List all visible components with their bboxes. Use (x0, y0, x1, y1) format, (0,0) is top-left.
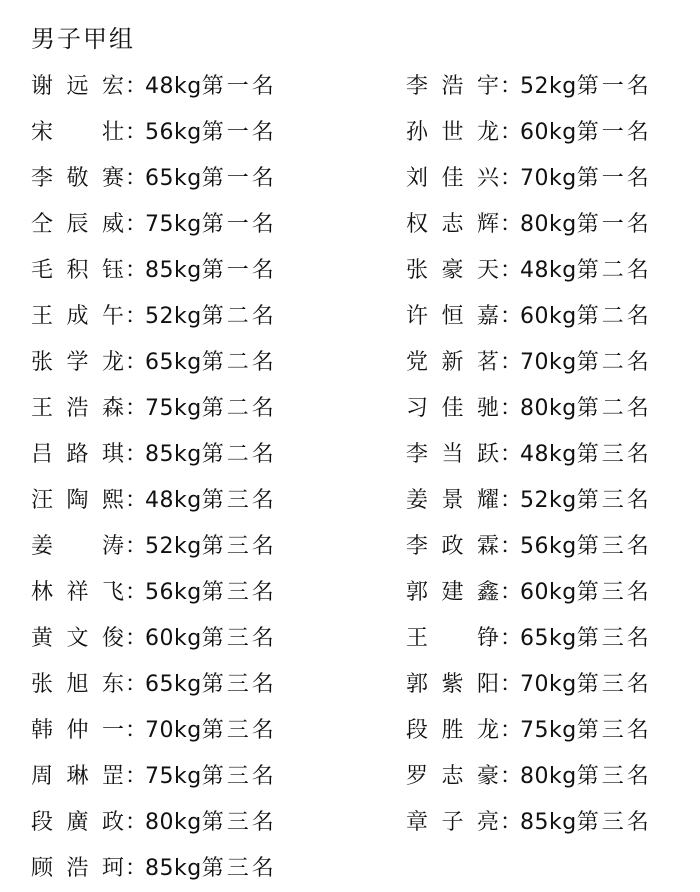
placement-rank: 第二名 (576, 258, 652, 283)
separator-colon: ： (500, 534, 523, 559)
weight-class: 85kg (145, 258, 202, 283)
athlete-name: 仝辰威 (31, 212, 125, 237)
weight-class: 80kg (520, 212, 577, 237)
weight-class: 70kg (145, 718, 202, 743)
weight-class: 65kg (145, 350, 202, 375)
weight-class: 75kg (520, 718, 577, 743)
weight-class: 56kg (520, 534, 577, 559)
placement-rank: 第三名 (576, 718, 652, 743)
weight-class: 60kg (520, 120, 577, 145)
group-title: 男子甲组 (31, 25, 135, 53)
weight-class: 52kg (145, 534, 202, 559)
placement-rank: 第三名 (576, 764, 652, 789)
athlete-name: 姜景耀 (406, 488, 500, 513)
athlete-name: 毛积钰 (31, 258, 125, 283)
separator-colon: ： (500, 304, 523, 329)
separator-colon: ： (125, 442, 148, 467)
result-entry (406, 248, 652, 294)
result-entry (31, 616, 277, 662)
athlete-name: 李当跃 (406, 442, 500, 467)
athlete-name: 段廣政 (31, 810, 125, 835)
athlete-name: 林祥飞 (31, 580, 125, 605)
result-entry (406, 616, 652, 662)
weight-class: 60kg (520, 580, 577, 605)
separator-colon: ： (125, 626, 148, 651)
placement-rank: 第三名 (576, 810, 652, 835)
weight-class: 80kg (520, 764, 577, 789)
weight-class: 80kg (145, 810, 202, 835)
result-entry (406, 340, 652, 386)
placement-rank: 第三名 (576, 534, 652, 559)
separator-colon: ： (125, 718, 148, 743)
weight-class: 85kg (520, 810, 577, 835)
athlete-name: 习佳驰 (406, 396, 500, 421)
result-entry (406, 432, 652, 478)
weight-class: 70kg (520, 672, 577, 697)
weight-class: 52kg (145, 304, 202, 329)
separator-colon: ： (500, 764, 523, 789)
placement-rank: 第一名 (201, 166, 277, 191)
result-entry (406, 708, 652, 754)
athlete-name: 谢远宏 (31, 74, 125, 99)
result-entry (31, 294, 277, 340)
placement-rank: 第二名 (201, 350, 277, 375)
separator-colon: ： (500, 580, 523, 605)
separator-colon: ： (125, 534, 148, 559)
result-entry (31, 662, 277, 708)
result-entry (31, 754, 277, 800)
weight-class: 70kg (520, 166, 577, 191)
weight-class: 80kg (520, 396, 577, 421)
athlete-name: 宋 壮 (31, 120, 125, 145)
separator-colon: ： (125, 810, 148, 835)
athlete-name: 张学龙 (31, 350, 125, 375)
athlete-name: 韩仲一 (31, 718, 125, 743)
athlete-name: 郭建鑫 (406, 580, 500, 605)
placement-rank: 第二名 (576, 350, 652, 375)
separator-colon: ： (500, 74, 523, 99)
placement-rank: 第二名 (201, 396, 277, 421)
weight-class: 85kg (145, 856, 202, 881)
separator-colon: ： (500, 212, 523, 237)
placement-rank: 第一名 (201, 74, 277, 99)
separator-colon: ： (500, 626, 523, 651)
athlete-name: 李浩宇 (406, 74, 500, 99)
placement-rank: 第三名 (201, 672, 277, 697)
result-entry (31, 386, 277, 432)
separator-colon: ： (125, 120, 148, 145)
placement-rank: 第三名 (201, 718, 277, 743)
athlete-name: 顾浩珂 (31, 856, 125, 881)
weight-class: 65kg (520, 626, 577, 651)
result-entry (31, 846, 277, 892)
athlete-name: 姜 涛 (31, 534, 125, 559)
weight-class: 48kg (145, 488, 202, 513)
placement-rank: 第一名 (576, 212, 652, 237)
athlete-name: 孙世龙 (406, 120, 500, 145)
result-entry (406, 754, 652, 800)
placement-rank: 第一名 (576, 166, 652, 191)
weight-class: 85kg (145, 442, 202, 467)
weight-class: 75kg (145, 396, 202, 421)
result-entry (31, 524, 277, 570)
athlete-name: 罗志豪 (406, 764, 500, 789)
athlete-name: 权志辉 (406, 212, 500, 237)
separator-colon: ： (125, 212, 148, 237)
placement-rank: 第三名 (201, 764, 277, 789)
placement-rank: 第三名 (201, 856, 277, 881)
athlete-name: 王 铮 (406, 626, 500, 651)
result-entry (406, 386, 652, 432)
weight-class: 48kg (520, 442, 577, 467)
athlete-name: 许恒嘉 (406, 304, 500, 329)
placement-rank: 第二名 (201, 304, 277, 329)
separator-colon: ： (125, 304, 148, 329)
separator-colon: ： (125, 258, 148, 283)
result-entry (31, 570, 277, 616)
athlete-name: 李敬赛 (31, 166, 125, 191)
separator-colon: ： (500, 120, 523, 145)
result-entry (31, 156, 277, 202)
placement-rank: 第三名 (576, 442, 652, 467)
result-entry (31, 202, 277, 248)
athlete-name: 李政霖 (406, 534, 500, 559)
athlete-name: 王成午 (31, 304, 125, 329)
weight-class: 48kg (520, 258, 577, 283)
weight-class: 56kg (145, 580, 202, 605)
result-entry (406, 294, 652, 340)
result-entry (31, 800, 277, 846)
athlete-name: 郭紫阳 (406, 672, 500, 697)
result-entry (406, 64, 652, 110)
placement-rank: 第三名 (576, 626, 652, 651)
result-entry (406, 570, 652, 616)
placement-rank: 第二名 (576, 304, 652, 329)
placement-rank: 第一名 (201, 120, 277, 145)
athlete-name: 王浩森 (31, 396, 125, 421)
right-results-column (406, 64, 652, 846)
athlete-name: 段胜龙 (406, 718, 500, 743)
separator-colon: ： (500, 166, 523, 191)
separator-colon: ： (500, 672, 523, 697)
result-entry (31, 478, 277, 524)
weight-class: 75kg (145, 764, 202, 789)
placement-rank: 第三名 (201, 626, 277, 651)
placement-rank: 第一名 (576, 74, 652, 99)
weight-class: 48kg (145, 74, 202, 99)
separator-colon: ： (500, 442, 523, 467)
separator-colon: ： (500, 258, 523, 283)
separator-colon: ： (125, 580, 148, 605)
separator-colon: ： (500, 718, 523, 743)
placement-rank: 第一名 (201, 258, 277, 283)
athlete-name: 章子亮 (406, 810, 500, 835)
athlete-name: 党新茗 (406, 350, 500, 375)
weight-class: 75kg (145, 212, 202, 237)
result-entry (406, 662, 652, 708)
separator-colon: ： (125, 764, 148, 789)
athlete-name: 张豪天 (406, 258, 500, 283)
placement-rank: 第三名 (576, 672, 652, 697)
athlete-name: 刘佳兴 (406, 166, 500, 191)
athlete-name: 张旭东 (31, 672, 125, 697)
placement-rank: 第二名 (201, 442, 277, 467)
weight-class: 52kg (520, 74, 577, 99)
separator-colon: ： (125, 74, 148, 99)
placement-rank: 第三名 (201, 810, 277, 835)
separator-colon: ： (500, 810, 523, 835)
separator-colon: ： (500, 350, 523, 375)
result-entry (406, 202, 652, 248)
placement-rank: 第三名 (576, 488, 652, 513)
result-entry (406, 110, 652, 156)
placement-rank: 第三名 (201, 534, 277, 559)
result-entry (406, 478, 652, 524)
result-entry (31, 64, 277, 110)
separator-colon: ： (125, 396, 148, 421)
placement-rank: 第一名 (576, 120, 652, 145)
weight-class: 56kg (145, 120, 202, 145)
result-entry (31, 248, 277, 294)
result-entry (406, 800, 652, 846)
result-entry (406, 524, 652, 570)
result-entry (31, 340, 277, 386)
placement-rank: 第三名 (201, 488, 277, 513)
result-entry (406, 156, 652, 202)
separator-colon: ： (125, 672, 148, 697)
weight-class: 65kg (145, 672, 202, 697)
result-entry (31, 432, 277, 478)
result-entry (31, 708, 277, 754)
athlete-name: 吕路琪 (31, 442, 125, 467)
separator-colon: ： (125, 488, 148, 513)
weight-class: 60kg (145, 626, 202, 651)
weight-class: 70kg (520, 350, 577, 375)
athlete-name: 黄文俊 (31, 626, 125, 651)
placement-rank: 第二名 (576, 396, 652, 421)
left-results-column (31, 64, 277, 892)
separator-colon: ： (125, 350, 148, 375)
weight-class: 65kg (145, 166, 202, 191)
placement-rank: 第一名 (201, 212, 277, 237)
result-entry (31, 110, 277, 156)
weight-class: 52kg (520, 488, 577, 513)
separator-colon: ： (125, 856, 148, 881)
athlete-name: 汪陶熙 (31, 488, 125, 513)
athlete-name: 周琳罡 (31, 764, 125, 789)
placement-rank: 第三名 (576, 580, 652, 605)
separator-colon: ： (500, 488, 523, 513)
separator-colon: ： (125, 166, 148, 191)
placement-rank: 第三名 (201, 580, 277, 605)
separator-colon: ： (500, 396, 523, 421)
weight-class: 60kg (520, 304, 577, 329)
